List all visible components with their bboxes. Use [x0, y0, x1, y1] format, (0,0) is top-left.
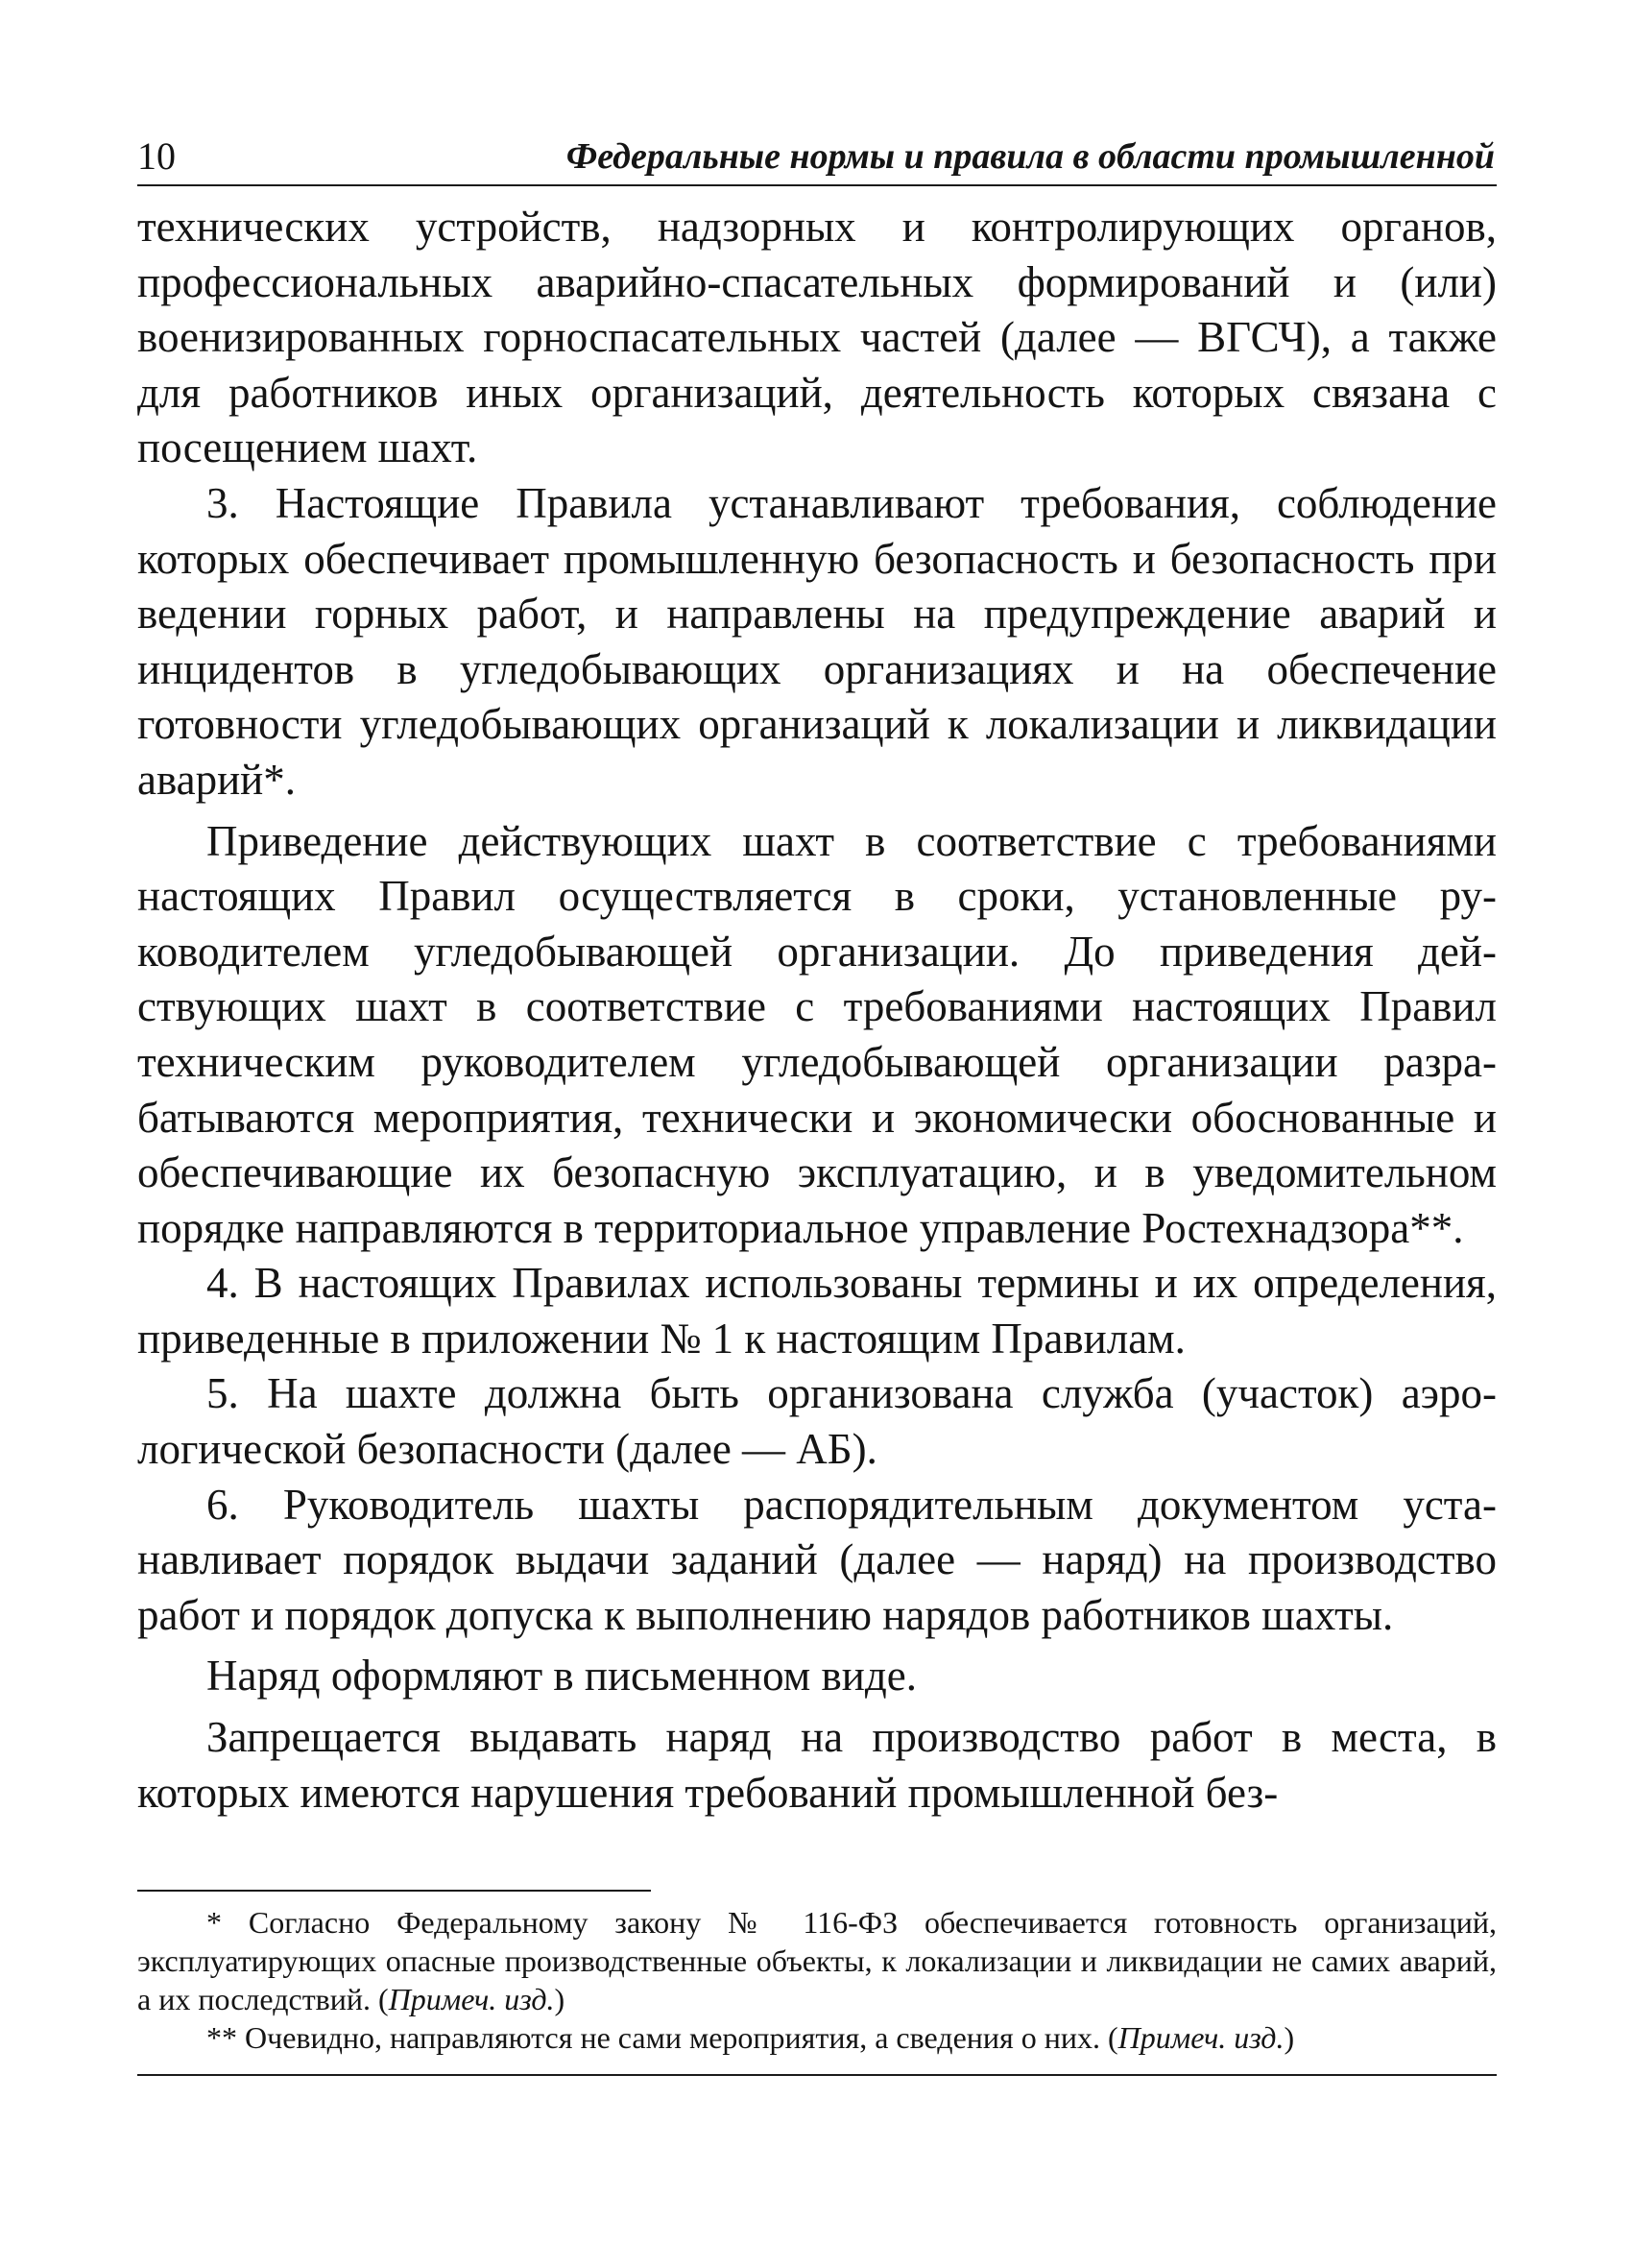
page-number: 10	[137, 134, 176, 178]
paragraph: Запрещается выдавать наряд на производство работ в места, в которых имеются нарушения требований промышленной без-	[137, 1713, 1497, 1817]
paragraph: 6. Руководитель шахты распорядительным документом устанавливает порядок выдачи заданий (далее — наряд) на производство работ и порядок допуска к выполнению нарядов работников шахты.	[137, 1480, 1497, 1639]
body-text	[137, 200, 1497, 1821]
paragraph: технических устройств, надзорных и контролирующих органов, профессиональных аварийно-спасательных формирований и (или) военизированных горноспасательных частей (далее — ВГСЧ), а также для работников иных организаций, деятельность которых связана с посещением шахт.	[137, 203, 1497, 472]
running-title: Федеральные нормы и правила в области промышленной	[565, 136, 1495, 177]
paragraph: Приведение действующих шахт в соответствие с требованиями настоящих Правил осуществляется в сроки, установленные руководителем угледобывающей организации. До приведения действующих шахт в соответствие с требованиями настоящих Правил техническим руководителем угледобывающей организации разрабатываются мероприятия, технически и экономически обоснованные и обеспечивающие их безопасную эксплуатацию, и в уведомительном порядке направляются в территориальное управление Ростехнадзора**.	[137, 816, 1497, 1252]
paragraph: 4. В настоящих Правилах использованы термины и их определения, приведенные в приложении № 1 к настоящим Правилам.	[137, 1259, 1497, 1363]
paragraph: 5. На шахте должна быть организована служба (участок) аэрологической безопасности (далее — АБ).	[137, 1369, 1497, 1474]
footnote-text: * Согласно Федеральному закону № 116-ФЗ обеспечивается готовность организаций, эксплуатирующих опасные производственные объекты, к локализации и ликвидации не самих аварий, а их последствий. (	[137, 1905, 1497, 2016]
footnote-editor-note: Примеч. изд.	[1117, 2020, 1285, 2055]
footnote-close-paren: )	[1284, 2020, 1295, 2055]
footnote-editor-note: Примеч. изд.	[388, 1982, 555, 2016]
footnote-divider	[137, 1890, 651, 1892]
footnote-text: ** Очевидно, направляются не сами мероприятия, а сведения о них. (	[206, 2020, 1118, 2055]
running-header	[137, 133, 1497, 186]
footnote-close-paren: )	[554, 1982, 565, 2016]
paragraph: Наряд оформляют в письменном виде.	[206, 1652, 917, 1701]
bottom-divider	[137, 2074, 1497, 2076]
footnotes	[137, 1903, 1497, 2057]
paragraph: 3. Настоящие Правила устанавливают требования, соблюдение которых обеспечивает промышленную безопасность и безопасность при ведении горных работ, и направлены на предупреждение аварий и инцидентов в угледобывающих организациях и на обеспечение готовности угледобывающих организаций к локализации и ликвидации аварий*.	[137, 478, 1497, 804]
footnote	[137, 2018, 1497, 2057]
footnote	[137, 1903, 1497, 2018]
